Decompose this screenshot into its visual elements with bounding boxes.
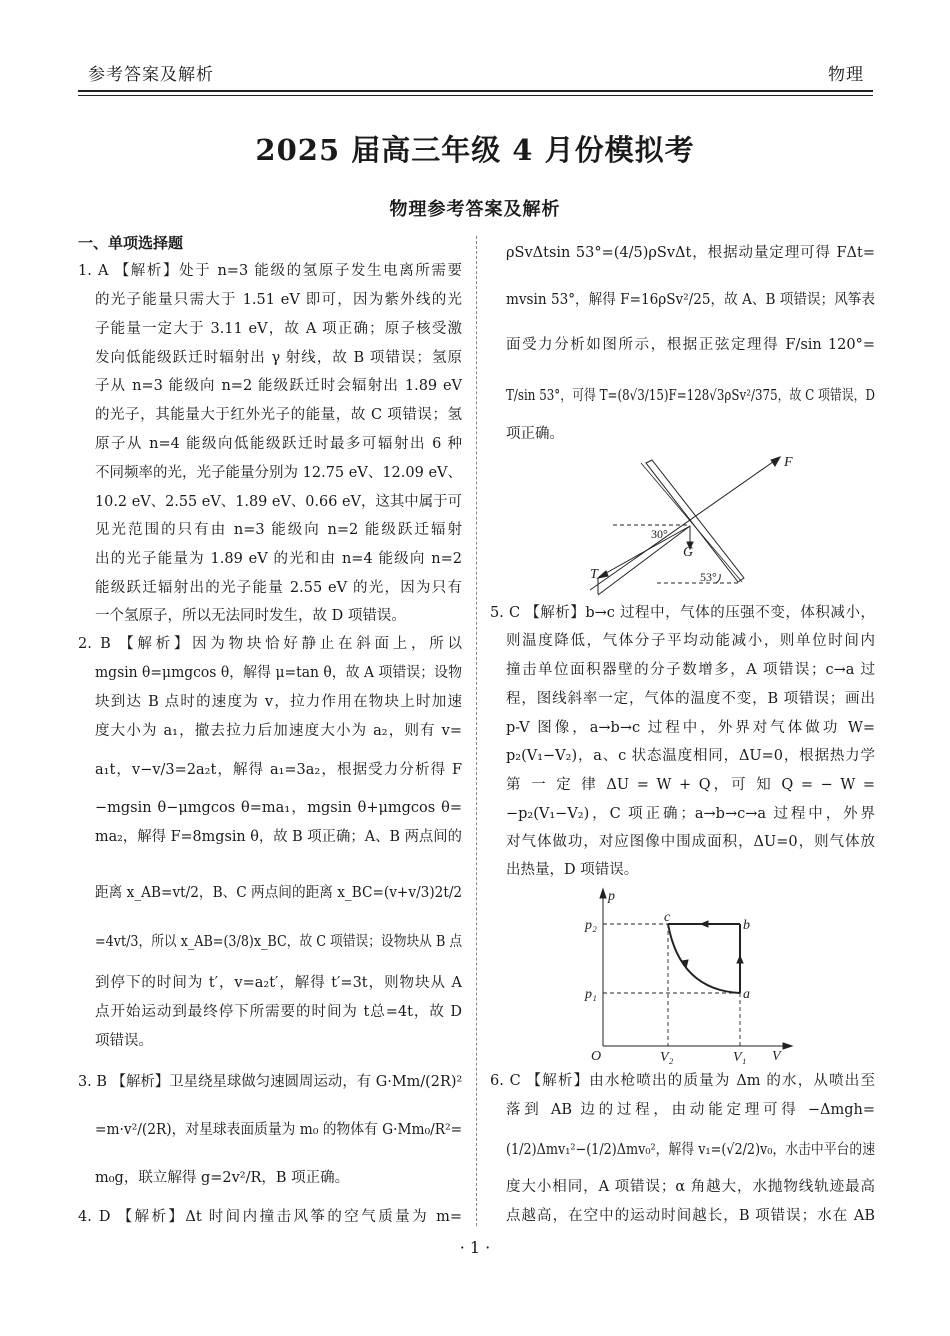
answer-text-line: 落到 AB 边的过程，由动能定理可得 −Δmgh= [506,1102,875,1118]
section-heading: 一、单项选择题 [78,234,184,252]
page-title: 2025 届高三年级 4 月份模拟考 [255,133,695,167]
answer-text-line: ma₂，解得 F=8mgsin θ，故 B 项正确；A、B 两点间的 [95,829,462,845]
answer-text-line: 发向低能级跃迁时辐射出 γ 射线，故 B 项错误；氢原 [95,350,462,366]
answer-text-line: 子从 n=3 能级向 n=2 能级跃迁时会辐射出 1.89 eV [95,378,462,394]
answer-text-line: 距离 x_AB=vt/2，B、C 两点间的距离 x_BC=(v+v/3)2t/2 [95,885,463,901]
answer-item-start: 3. B 【解析】卫星绕星球做匀速圆周运动，有 G·Mm/(2R)² [78,1074,463,1090]
label-T: T [590,567,598,582]
pv-graph [575,885,805,1070]
answer-item-start: 1. A 【解析】处于 n=3 能级的氢原子发生电离所需要 [78,263,462,279]
answer-text-line: 子能量一定大于 3.11 eV，故 A 项正确；原子核受激 [95,321,462,337]
answer-text-line: 第 一 定 律 ΔU = W + Q，可 知 Q = − W = [506,777,875,793]
force-F-arrow [590,457,780,590]
answer-text-line: 对气体做功，对应图像中围成面积，ΔU=0，则气体放 [506,834,875,850]
answer-text-line: 项错误。 [95,1033,153,1049]
answer-text-line: 10.2 eV、2.55 eV、1.89 eV、0.66 eV，这其中属于可 [95,494,462,510]
column-divider [476,236,477,1226]
answer-text-line: 一个氢原子，所以无法同时发生，故 D 项错误。 [95,608,406,624]
page-number: · 1 · [459,1238,491,1257]
process-c-to-a [668,924,740,993]
answer-text-line: mvsin 53°，解得 F=16ρSv²/25，故 A、B 项错误；风筝表 [506,292,875,308]
label-F: F [784,455,793,470]
answer-text-line: 原子从 n=4 能级向低能级跃迁时最多可辐射出 6 种 [95,436,462,452]
answer-item-start: 6. C 【解析】由水枪喷出的质量为 Δm 的水，从喷出至 [490,1073,875,1089]
answer-text-line: 出的光子能量为 1.89 eV 的光和由 n=4 能级向 n=2 [95,551,462,567]
axis-label-V: V [772,1049,781,1064]
answer-text-line: T/sin 53°，可得 T=(8√3/15)F=128√3ρSv²/375，故 C 项错误，D [506,388,875,404]
tick-p2: p₂ [585,918,597,933]
label-angle-53: 53° [700,570,717,584]
answer-text-line: 则温度降低，气体分子平均动能减小，则单位时间内 [506,633,875,649]
answer-text-line: ρSvΔtsin 53°=(4/5)ρSvΔt，根据动量定理可得 FΔt= [506,245,875,261]
answer-text-line: 度大小为 a₁，撤去拉力后加速度大小为 a₂，则有 v= [95,723,462,739]
point-c: c [664,910,671,925]
origin-label: O [591,1049,602,1064]
answer-text-line: 项正确。 [506,426,564,442]
header-section-label: 参考答案及解析 [88,65,214,85]
header-rule [78,90,873,92]
answer-text-line: a₁t，v−v/3=2a₂t，解得 a₁=3a₂，根据受力分析得 F [95,762,462,778]
answer-text-line: 点越高，在空中的运动时间越长，B 项错误；水在 AB [506,1208,875,1224]
answer-item-start: 5. C 【解析】b→c 过程中，气体的压强不变，体积减小， [490,605,875,621]
answer-text-line: −p₂(V₁−V₂)，C 项正确；a→b→c→a 过程中，外界 [506,806,875,822]
label-G: G [683,545,694,560]
answer-text-line: 点开始运动到最终停下所需要的时间为 t总=4t，故 D [95,1004,462,1020]
tick-V1: V₁ [733,1050,747,1065]
answer-text-line: p₂(V₁−V₂)，a、c 状态温度相同，ΔU=0，根据热力学 [506,748,875,764]
answer-text-line: −mgsin θ−μmgcos θ=ma₁，mgsin θ+μmgcos θ= [95,800,462,816]
tick-p1: p₁ [585,987,597,1002]
answer-text-line: 面受力分析如图所示，根据正弦定理得 F/sin 120°= [506,337,875,353]
answer-text-line: 程，图线斜率一定，气体的温度不变，B 项错误；画出 [506,691,875,707]
answer-text-line: mgsin θ=μmgcos θ，解得 μ=tan θ，故 A 项错误；设物 [95,665,462,681]
header-rule-thin [78,95,873,96]
point-b: b [743,918,750,933]
answer-text-line: 见光范围的只有由 n=3 能级向 n=2 能级跃迁辐射 [95,522,462,538]
axis-label-p: p [608,889,615,904]
answer-text-line: (1/2)Δmv₁²−(1/2)Δmv₀²，解得 v₁=(√2/2)v₀，水击中平台的速 [506,1142,875,1158]
answer-text-line: =4vt/3，所以 x_AB=(3/8)x_BC，故 C 项错误；设物块从 B 点 [95,934,463,950]
tick-V2: V₂ [660,1050,674,1065]
answer-text-line: 能级跃迁辐射出的光子能量 2.55 eV 的光，因为只有 [95,580,462,596]
answer-text-line: 出热量，D 项错误。 [506,862,639,878]
answer-text-line: 的光子，其能量大于红外光子的能量，故 C 项错误；氢 [95,407,462,423]
answer-text-line: 的光子能量只需大于 1.51 eV 即可，因为紫外线的光 [95,292,462,308]
force-T-arrow [599,526,690,577]
answer-text-line: 撞击单位面积器壁的分子数增多，A 项错误；c→a 过 [506,662,875,678]
page-subtitle: 物理参考答案及解析 [389,199,561,220]
kite-rod [646,460,744,582]
answer-text-line: 块到达 B 点时的速度为 v，拉力作用在物块上时加速 [95,694,462,710]
answer-item-start: 4. D 【解析】Δt 时间内撞击风筝的空气质量为 m= [78,1209,462,1225]
answer-text-line: 到停下的时间为 t′，v=a₂t′，解得 t′=3t，则物块从 A [95,975,462,991]
answer-text-line: 度大小相同，A 项错误；α 角越大，水抛物线轨迹最高 [506,1179,875,1195]
kite-force-diagram [580,445,820,605]
answer-item-start: 2. B 【解析】因为物块恰好静止在斜面上，所以 [78,636,462,652]
header-subject: 物理 [828,65,864,85]
answer-text-line: =m·v²/(2R)，对星球表面质量为 m₀ 的物体有 G·Mm₀/R²= [95,1122,463,1138]
point-a: a [743,987,750,1002]
label-angle-30: 30° [651,527,668,541]
answer-text-line: p-V 图像，a→b→c 过程中，外界对气体做功 W= [506,720,875,736]
answer-text-line: 不同频率的光，光子能量分别为 12.75 eV、12.09 eV、 [95,465,462,481]
answer-text-line: m₀g，联立解得 g=2v²/R，B 项正确。 [95,1170,350,1186]
